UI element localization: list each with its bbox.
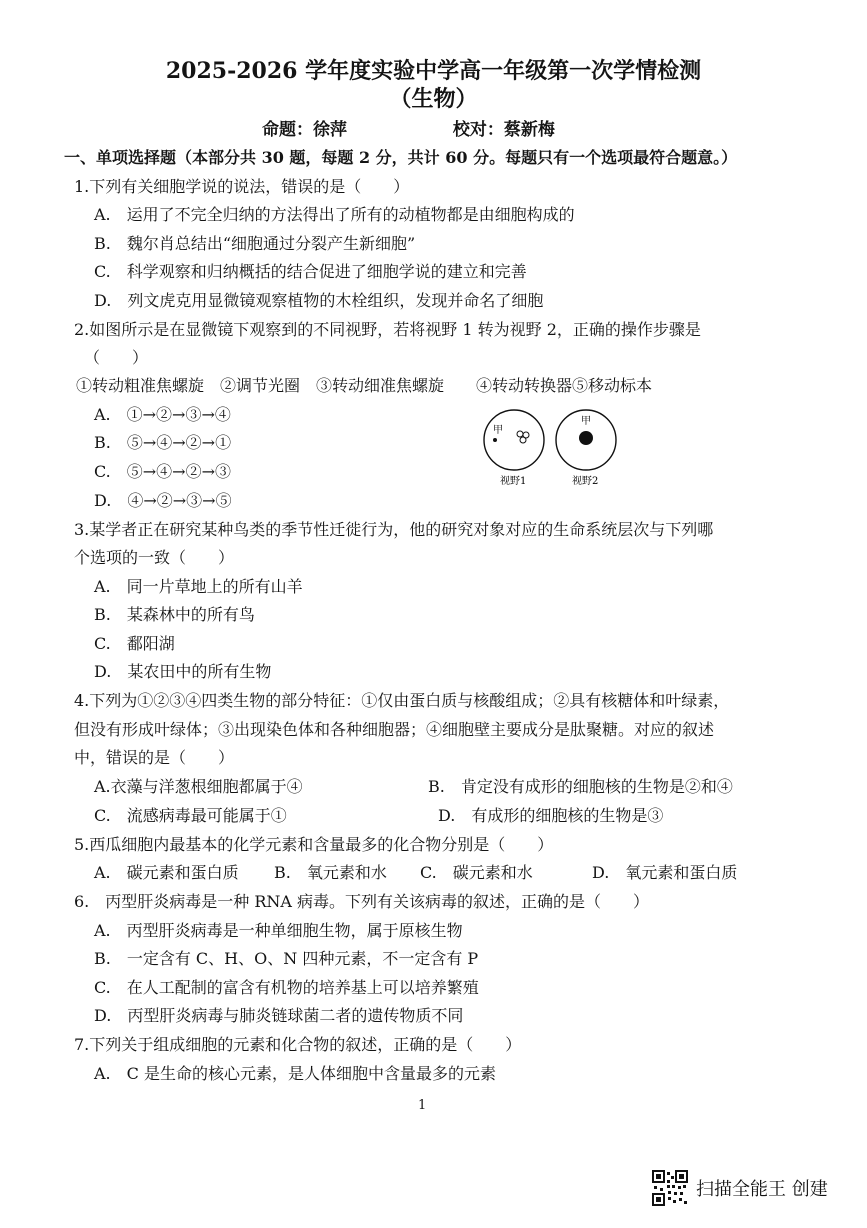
scanner-brand-text: 扫描全能王 创建 bbox=[696, 1179, 828, 1200]
option-d: D. 丙型肝炎病毒与肺炎链球菌二者的遗传物质不同 bbox=[94, 1006, 464, 1025]
option-b: B. 某森林中的所有鸟 bbox=[94, 605, 255, 624]
field-label-2: 视野2 bbox=[572, 476, 599, 487]
option-b: B. 魏尔肖总结出“细胞通过分裂产生新细胞” bbox=[94, 234, 416, 253]
question-stem: 7.下列关于组成细胞的元素和化合物的叙述，正确的是（ ） bbox=[74, 1035, 522, 1054]
option-a: A. 丙型肝炎病毒是一种单细胞生物，属于原核生物 bbox=[94, 921, 463, 940]
option-c: C. 流感病毒最可能属于① bbox=[94, 806, 287, 825]
option-a: A. 运用了不完全归纳的方法得出了所有的动植物都是由细胞构成的 bbox=[94, 205, 575, 224]
option-b: B. 氧元素和水 bbox=[274, 863, 387, 882]
question-stem: 中，错误的是（ ） bbox=[74, 748, 235, 767]
exam-subject: （生物） bbox=[389, 86, 478, 112]
option-c: C. 鄱阳湖 bbox=[94, 634, 175, 653]
option-a: A.衣藻与洋葱根细胞都属于④ bbox=[94, 777, 303, 796]
option-a: A. 碳元素和蛋白质 bbox=[94, 863, 239, 882]
option-c: C. 碳元素和水 bbox=[420, 863, 533, 882]
marker-jia-2: 甲 bbox=[581, 416, 591, 427]
step-list: ①转动粗准焦螺旋 ②调节光圈 ③转动细准焦螺旋 ④转动转换器⑤移动标本 bbox=[76, 376, 653, 395]
option-d: D. 某农田中的所有生物 bbox=[94, 662, 272, 681]
option-c: C. 在人工配制的富含有机物的培养基上可以培养繁殖 bbox=[94, 978, 479, 997]
specimen-small-dot bbox=[493, 438, 497, 442]
proof-label: 校对：蔡新梅 bbox=[452, 120, 555, 140]
section-heading: 一、单项选择题（本部分共 30 题，每题 2 分，共计 60 分。每题只有一个选项最符合题意。） bbox=[64, 148, 738, 167]
marker-jia-1: 甲 bbox=[493, 425, 503, 436]
option-a: A. ①→②→③→④ bbox=[94, 405, 231, 424]
qr-code-icon bbox=[652, 1170, 688, 1206]
option-d: D. 氧元素和蛋白质 bbox=[592, 863, 738, 882]
question-stem: 但没有形成叶绿体；③出现染色体和各种细胞器；④细胞壁主要成分是肽聚糖。对应的叙述 bbox=[74, 720, 715, 739]
question-stem: 3.某学者正在研究某种鸟类的季节性迁徙行为，他的研究对象对应的生命系统层次与下列哪 bbox=[74, 520, 714, 539]
option-d: D. 列文虎克用显微镜观察植物的木栓组织，发现并命名了细胞 bbox=[94, 291, 544, 310]
option-d: D. ④→②→③→⑤ bbox=[94, 491, 232, 510]
question-stem: （ ） bbox=[84, 348, 149, 367]
option-c: C. 科学观察和归纳概括的结合促进了细胞学说的建立和完善 bbox=[94, 262, 527, 281]
option-b: B. ⑤→④→②→① bbox=[94, 433, 232, 452]
specimen-large-dot bbox=[579, 431, 593, 445]
question-stem: 1.下列有关细胞学说的说法，错误的是（ ） bbox=[74, 177, 410, 196]
author-line bbox=[262, 115, 655, 140]
option-b: B. 肯定没有成形的细胞核的生物是②和④ bbox=[428, 777, 733, 796]
specimen-circle-1 bbox=[517, 431, 523, 437]
exam-title: 2025-2026 学年度实验中学高一年级第一次学情检测 bbox=[165, 58, 702, 84]
option-a: A. 同一片草地上的所有山羊 bbox=[94, 577, 303, 596]
page-number: 1 bbox=[418, 1098, 427, 1113]
question-stem: 个选项的一致（ ） bbox=[74, 548, 235, 567]
author-label: 命题：徐萍 bbox=[262, 120, 347, 140]
option-c: C. ⑤→④→②→③ bbox=[94, 462, 231, 481]
specimen-circle-3 bbox=[520, 437, 526, 443]
field-label-1: 视野1 bbox=[500, 476, 527, 487]
option-b: B. 一定含有 C、H、O、N 四种元素，不一定含有 P bbox=[94, 949, 479, 968]
question-stem: 2.如图所示是在显微镜下观察到的不同视野，若将视野 1 转为视野 2，正确的操作步骤是 bbox=[74, 320, 701, 339]
question-stem: 4.下列为①②③④四类生物的部分特征：①仅由蛋白质与核酸组成；②具有核糖体和叶绿素， bbox=[74, 691, 730, 710]
question-stem: 5.西瓜细胞内最基本的化学元素和含量最多的化合物分别是（ ） bbox=[74, 835, 554, 854]
scanner-watermark bbox=[652, 1168, 828, 1208]
question-stem: 6. 丙型肝炎病毒是一种 RNA 病毒。下列有关该病毒的叙述，正确的是（ ） bbox=[74, 892, 650, 911]
microscope-field-diagram bbox=[480, 408, 630, 498]
option-a: A. C 是生命的核心元素，是人体细胞中含量最多的元素 bbox=[94, 1064, 496, 1083]
option-d: D. 有成形的细胞核的生物是③ bbox=[438, 806, 664, 825]
